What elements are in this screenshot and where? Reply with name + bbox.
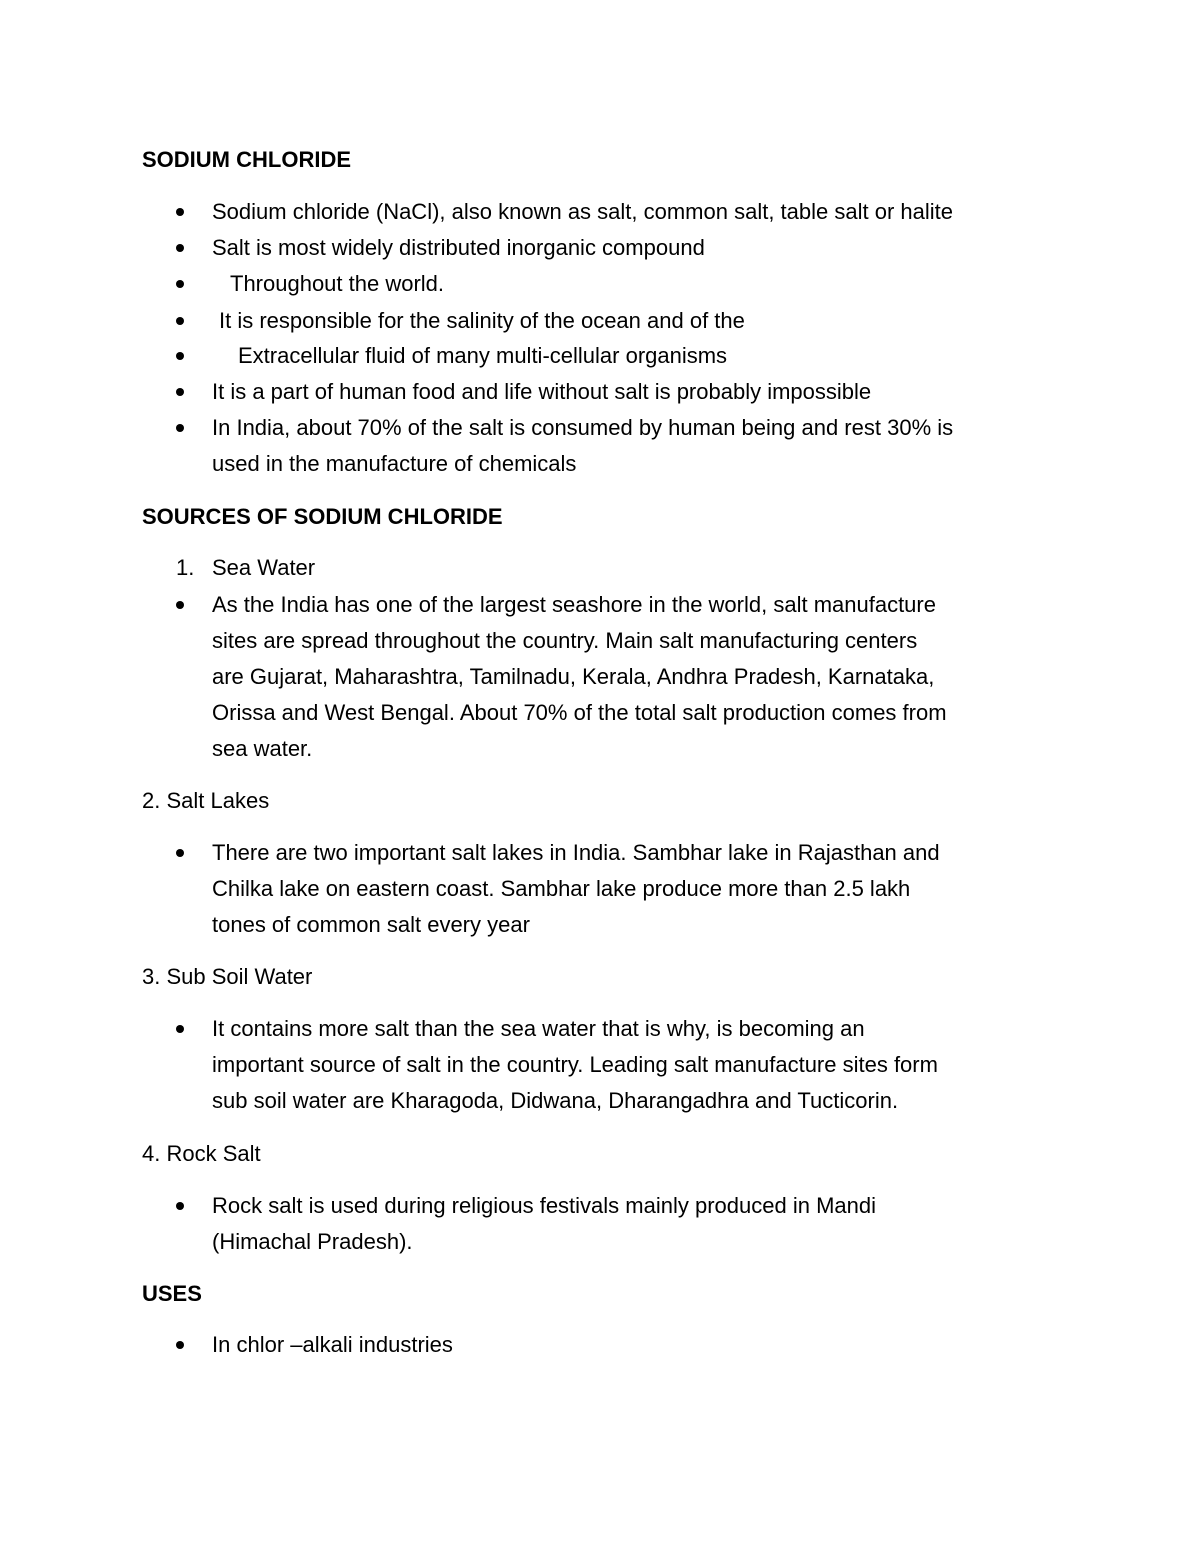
bullet-icon	[176, 601, 184, 609]
heading-uses: USES	[142, 1281, 202, 1306]
subheading-sub-soil-water: 3. Sub Soil Water	[142, 964, 313, 989]
bullet-icon	[176, 208, 184, 216]
bullet-icon	[176, 1025, 184, 1033]
bullet-icon	[176, 280, 184, 288]
document-page: SODIUM CHLORIDE Sodium chloride (NaCl), also known as salt, common salt, table salt or halite Salt is most widely distributed inorganic compound Throughout the world. It is responsible for the salinity of the ocean and of the Extracellular fluid of many multi-cellular organisms It is a part of human food and life without salt is probably impossible In India, about 70% of the salt is consumed by human being and rest 30% is used in the manufacture of chemicals SOURCES OF SODIUM CHLORIDE 1. Sea Water As the India has one of the largest seashore in the world, salt manufacture sites are spread throughout the country. Main salt manufacturing centers are Gujarat, Maharashtra, Tamilnadu, Kerala, Andhra Pradesh, Karnataka, Orissa and West Bengal. About 70% of the total salt production comes from sea water. 2. Salt Lakes There are two important salt lakes in India. Sambhar lake in Rajasthan and Chilka lake on eastern coast. Sambhar lake produce more than 2.5 lakh tones of common salt every year 3. Sub Soil Water It contains more salt than the sea water that is why, is becoming an important source of salt in the country. Leading salt manufacture sites form sub soil water are Kharagoda, Didwana, Dharangadhra and Tucticorin. 4. Rock Salt Rock salt is used during religious festivals mainly produced in Mandi (Himachal Pradesh). USES In chlor –alkali industries	[142, 147, 954, 1357]
bullet-icon	[176, 849, 184, 857]
bullet-icon	[176, 424, 184, 432]
bullet-icon	[176, 1341, 184, 1349]
bullet-icon	[176, 388, 184, 396]
bullet-icon	[176, 1202, 184, 1210]
heading-sources: SOURCES OF SODIUM CHLORIDE	[142, 504, 503, 529]
bullet-icon	[176, 317, 184, 325]
bullet-icon	[176, 352, 184, 360]
heading-sodium-chloride: SODIUM CHLORIDE	[142, 147, 351, 172]
bullet-icon	[176, 244, 184, 252]
subheading-rock-salt: 4. Rock Salt	[142, 1141, 261, 1166]
subheading-salt-lakes: 2. Salt Lakes	[142, 788, 270, 813]
